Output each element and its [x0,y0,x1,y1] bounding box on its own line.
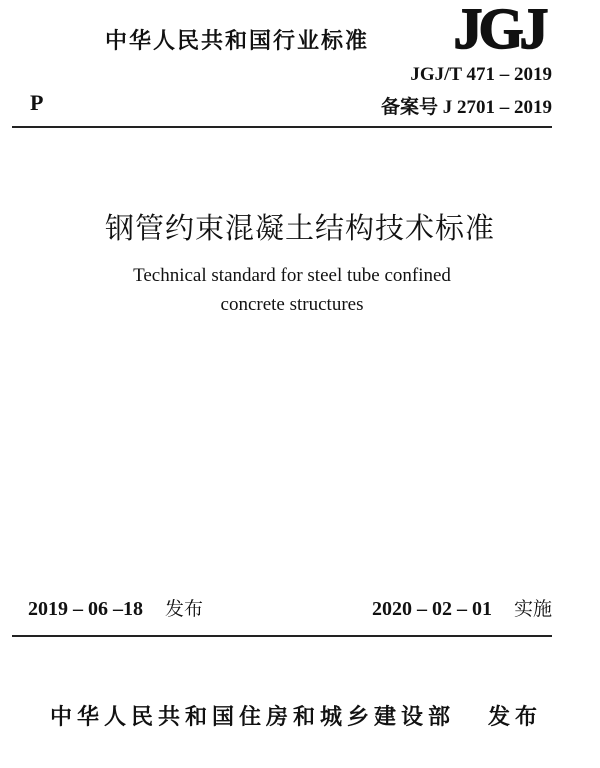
top-divider [12,126,552,128]
issue-label: 发布 [165,598,204,620]
title-english-line1: Technical standard for steel tube confined [133,265,451,286]
classification-code: P [30,90,44,115]
issue-date: 2019 – 06 –18 [28,598,143,620]
effective-date-block [372,594,552,621]
jgj-logo-text: JGJ [453,0,545,56]
bottom-divider [12,635,552,637]
jgj-logo [440,0,558,56]
effective-date: 2020 – 02 – 01 [371,598,492,620]
publisher: 中华人民共和国住房和城乡建设部 [50,705,456,730]
standard-number: JGJ/T 471 – 2019 [410,64,552,85]
publish-label: 发布 [488,705,543,730]
effective-label: 实施 [513,598,552,620]
header-title: 中华人民共和国行业标准 [105,29,370,54]
issue-date-block [28,594,203,621]
title-english-line2: concrete structures [220,294,364,315]
title-chinese: 钢管约束混凝土结构技术标准 [104,211,495,245]
title-english [0,261,584,319]
filing-number: 备案号 J 2701 – 2019 [380,97,552,118]
